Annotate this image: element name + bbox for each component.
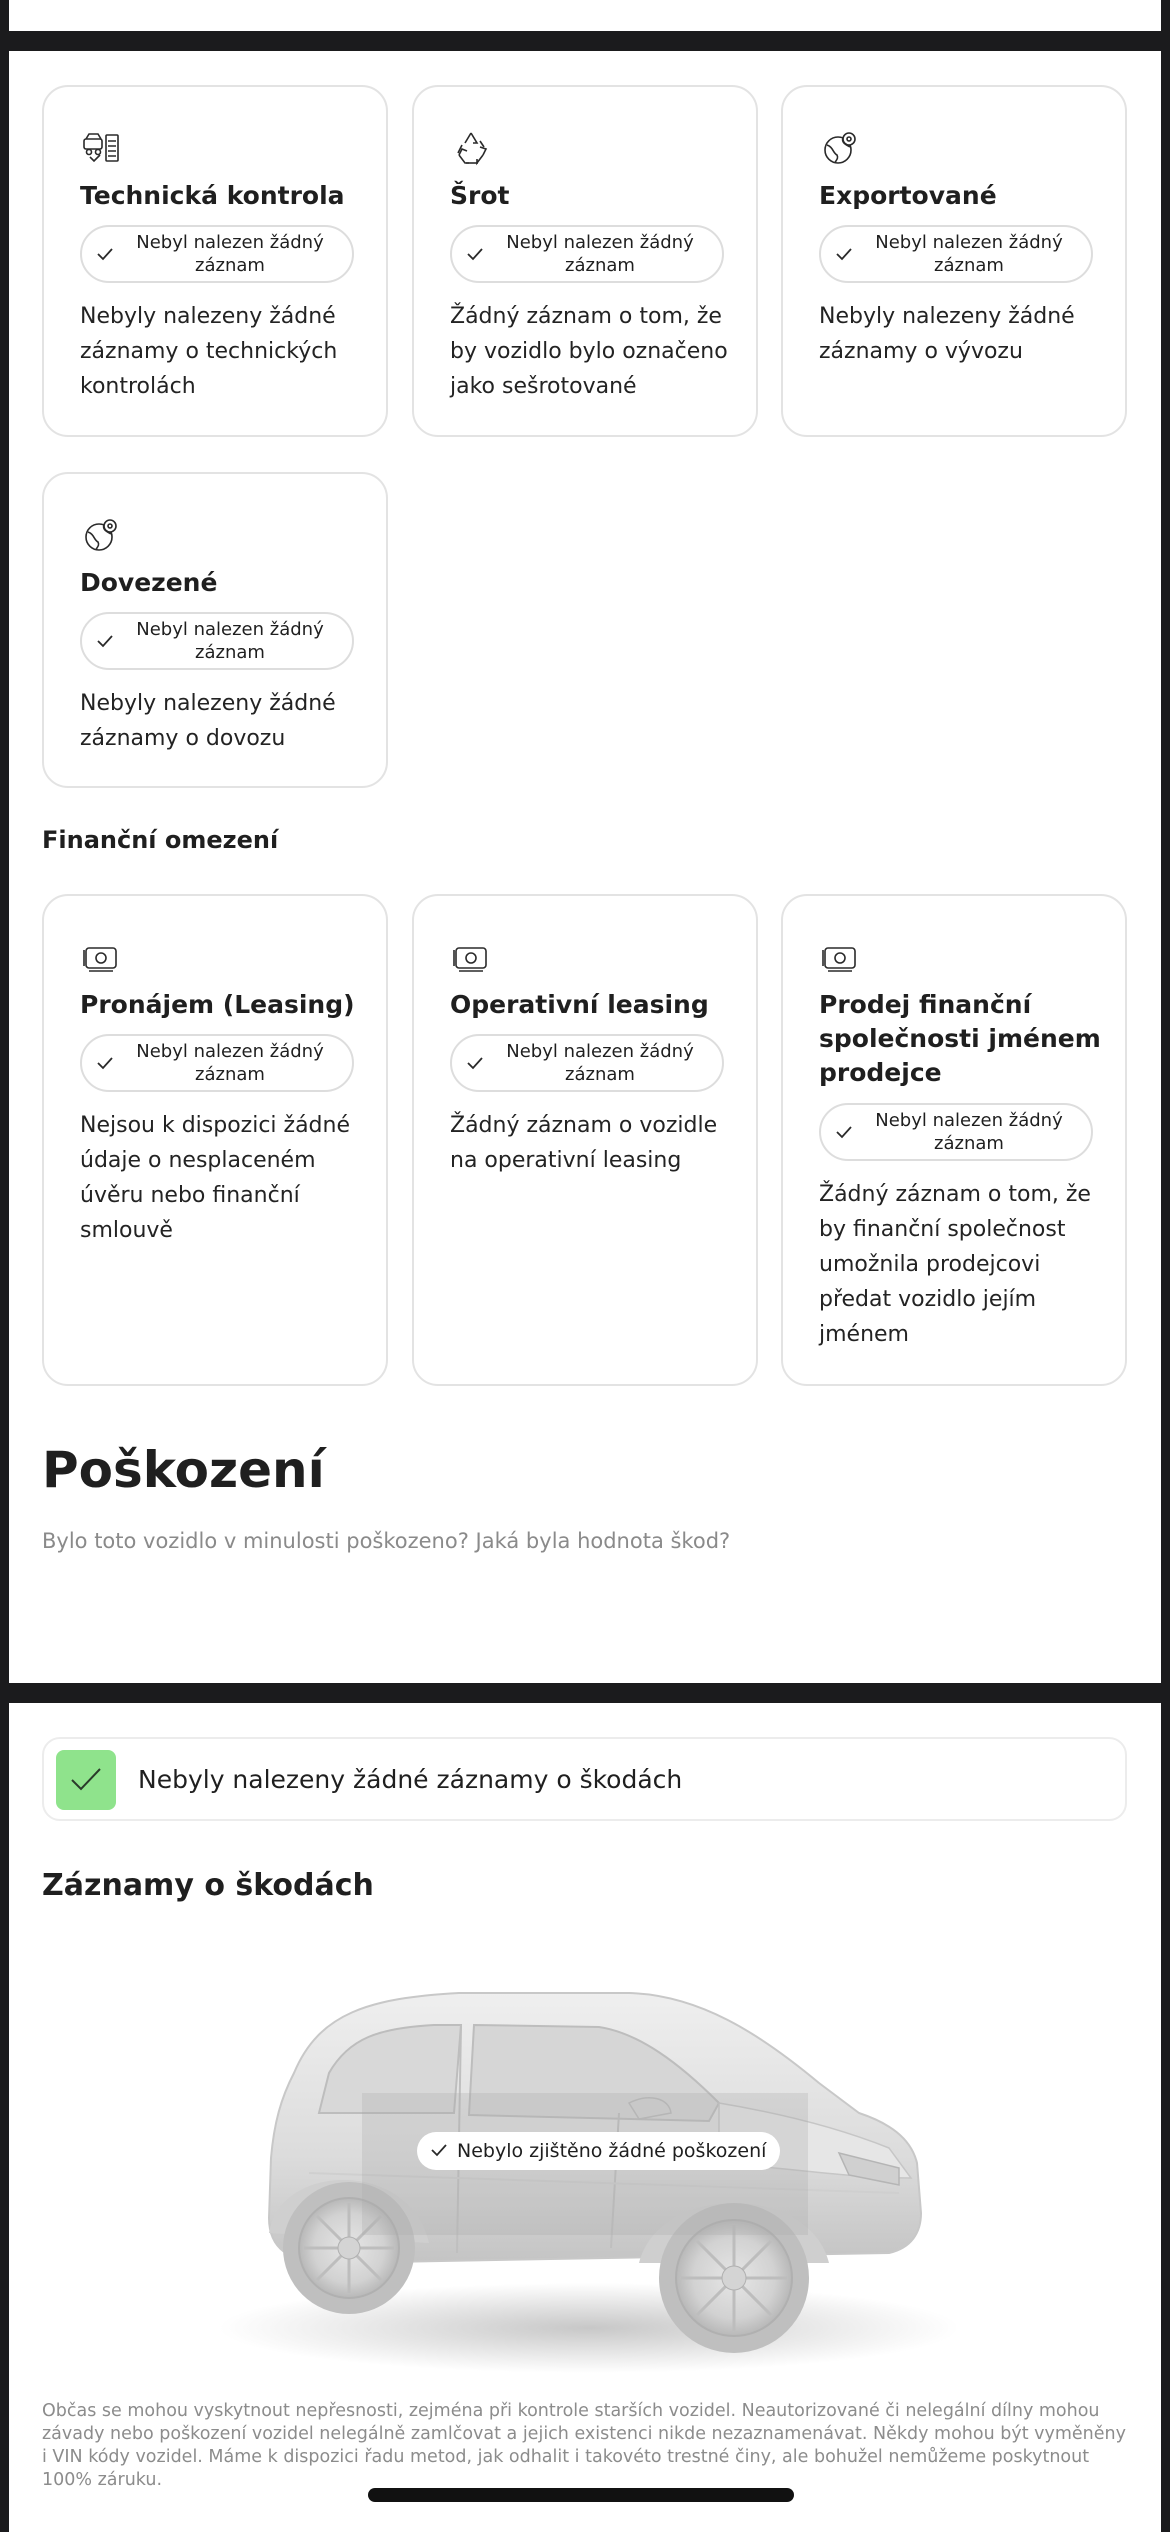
status-badge <box>80 225 354 283</box>
status-badge <box>80 612 354 670</box>
card-exported <box>781 85 1127 437</box>
status-badge-text: Nebyl nalezen žádný záznam <box>506 232 694 276</box>
card-description: Nejsou k dispozici žádné údaje o nesplaceném úvěru nebo finanční smlouvě <box>80 1113 350 1243</box>
check-icon <box>70 1766 102 1794</box>
card-description: Nebyly nalezeny žádné záznamy o vývozu <box>819 304 1075 364</box>
status-badge-text: Nebyl nalezen žádný záznam <box>136 232 324 276</box>
history-panel <box>9 51 1161 1683</box>
no-damage-banner <box>42 1737 1127 1821</box>
card-description: Žádný záznam o tom, že by finanční společnost umožnila prodejcovi předat vozidlo jejím jménem <box>819 1182 1091 1347</box>
card-title: Šrot <box>450 181 510 210</box>
banknote-icon <box>80 936 122 978</box>
globe-export-icon <box>819 127 861 169</box>
card-description: Žádný záznam o vozidle na operativní leasing <box>450 1113 718 1173</box>
no-damage-pill <box>417 2132 780 2170</box>
check-icon <box>96 633 114 649</box>
card-imported <box>42 472 388 788</box>
status-badge <box>80 1034 354 1092</box>
damage-records-title: Záznamy o škodách <box>42 1868 374 1903</box>
status-badge-text: Nebyl nalezen žádný záznam <box>875 232 1063 276</box>
card-title: Technická kontrola <box>80 181 345 210</box>
card-title: Pronájem (Leasing) <box>80 990 355 1019</box>
banknote-icon <box>819 936 861 978</box>
check-icon <box>835 1124 853 1140</box>
card-description: Žádný záznam o tom, že by vozidlo bylo označeno jako sešrotované <box>450 304 728 399</box>
top-panel-edge <box>9 0 1161 31</box>
damage-section-lead: Bylo toto vozidlo v minulosti poškozeno? Jaká byla hodnota škod? <box>42 1529 731 1553</box>
card-scrap <box>412 85 758 437</box>
card-title: Dovezené <box>80 568 218 597</box>
banner-text: Nebyly nalezeny žádné záznamy o škodách <box>138 1765 683 1794</box>
check-icon <box>96 1055 114 1071</box>
no-damage-pill-text: Nebylo zjištěno žádné poškození <box>457 2140 767 2162</box>
inspection-icon <box>80 127 122 169</box>
card-title: Exportované <box>819 181 997 210</box>
home-indicator[interactable] <box>368 2488 794 2502</box>
status-badge-text: Nebyl nalezen žádný záznam <box>136 619 324 663</box>
damage-section-title: Poškození <box>42 1441 325 1499</box>
card-finance-company-sale <box>781 894 1127 1386</box>
check-icon <box>431 2143 447 2157</box>
banknote-icon <box>450 936 492 978</box>
status-badge-text: Nebyl nalezen žádný záznam <box>506 1041 694 1085</box>
status-badge <box>450 225 724 283</box>
status-badge-text: Nebyl nalezen žádný záznam <box>875 1110 1063 1154</box>
check-icon <box>466 246 484 262</box>
card-title: Operativní leasing <box>450 990 709 1019</box>
disclaimer-text: Občas se mohou vyskytnout nepřesnosti, zejména při kontrole starších vozidel. Neautorizované či nelegální dílny mohou závady nebo poškození vozidel nelegálně zamlčovat a jejich existenci nikde nezaznamenávat. Někdy mohou být vyměněny i VIN kódy vozidel. Máme k dispozici řadu metod, jak odhalit i takovéto trestné činy, ale bohužel nemůžeme poskytnout 100% záruku. <box>42 2401 1126 2490</box>
status-badge <box>819 225 1093 283</box>
card-technical-inspection <box>42 85 388 437</box>
check-icon <box>466 1055 484 1071</box>
status-badge <box>819 1103 1093 1161</box>
check-icon <box>96 246 114 262</box>
globe-import-icon <box>80 514 122 556</box>
card-description: Nebyly nalezeny žádné záznamy o technických kontrolách <box>80 304 338 399</box>
card-description: Nebyly nalezeny žádné záznamy o dovozu <box>80 691 336 751</box>
recycle-icon <box>450 127 492 169</box>
card-leasing <box>42 894 388 1386</box>
card-title: Prodej finanční společnosti jménem prodejce <box>819 990 1101 1087</box>
status-badge-text: Nebyl nalezen žádný záznam <box>136 1041 324 1085</box>
success-check-box <box>56 1750 116 1810</box>
finance-heading: Finanční omezení <box>42 826 279 854</box>
status-badge <box>450 1034 724 1092</box>
damage-panel <box>9 1703 1161 2532</box>
check-icon <box>835 246 853 262</box>
card-operating-lease <box>412 894 758 1386</box>
